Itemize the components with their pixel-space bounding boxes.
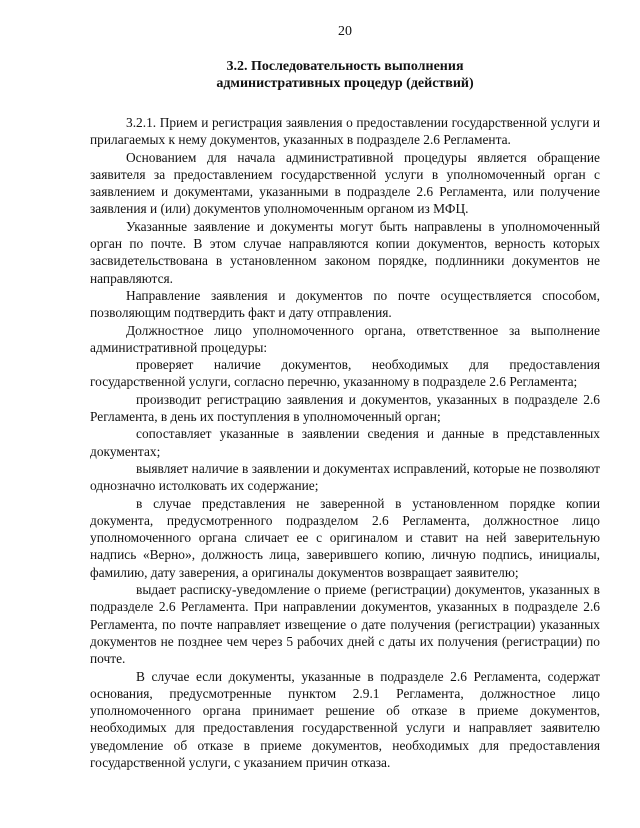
paragraph-basis: Основанием для начала административной процедуры является обращение заявителя за предоставлением государственной услуги в уполномоченный орган с заявлением и документами, указанными в подразделе 2.6 Регламента, или получение заявления и (или) документов уполномоченным органом из МФЦ. (90, 149, 600, 217)
section-title-line-2: административных процедур (действий) (216, 76, 474, 91)
paragraph-3-2-1: 3.2.1. Прием и регистрация заявления о предоставлении государственной услуги и прилагаемых к нему документов, указанных в подразделе 2.6 Регламента. (90, 115, 600, 148)
paragraph-mail-method: Направление заявления и документов по почте осуществляется способом, позволяющим подтвердить факт и дату отправления. (90, 287, 600, 321)
list-item-detect-corrections: выявляет наличие в заявлении и документах исправлений, которые не позволяют однозначно истолковать их содержание; (90, 460, 600, 494)
list-item-compare: сопоставляет указанные в заявлении сведения и данные в представленных документах; (90, 426, 600, 459)
body-text (90, 114, 600, 771)
list-item-issue-receipt: выдает расписку-уведомление о приеме (регистрации) документов, указанных в подразделе 2.6 Регламента. При направлении документов, указанных в подразделе 2.6 Регламента, по почте направляет извещение о дате получения (регистрации) указанных документов не позднее чем через 5 рабочих дней с даты их получения (регистрации) по почте. (90, 582, 600, 667)
paragraph-refusal: В случае если документы, указанные в подразделе 2.6 Регламента, содержат основания, предусмотренные пунктом 2.9.1 Регламента, должностное лицо уполномоченного органа принимает решение об отказе в приеме документов, необходимых для предоставления государственной услуги и направляет заявителю уведомление об отказе в приеме документов, необходимых для предоставления государственной услуги, с указанием причин отказа. (90, 668, 600, 770)
section-title-line-1: 3.2. Последовательность выполнения (226, 59, 464, 74)
list-item-certify-copy: в случае представления не заверенной в установленном порядке копии документа, предусмотренного подразделом 2.6 Регламента, должностное лицо уполномоченного органа сличает ее с оригиналом и ставит на ней заверительную надпись «Верно», должность лица, заверившего копию, личную подпись, инициалы, фамилию, дату заверения, а оригиналы документов возвращает заявителю; (90, 495, 600, 580)
list-item-register: производит регистрацию заявления и документов, указанных в подразделе 2.6 Регламента, в день их поступления в уполномоченный орган; (90, 391, 600, 425)
paragraph-responsible-official: Должностное лицо уполномоченного органа, ответственное за выполнение административной процедуры: (90, 322, 600, 355)
paragraph-mail-submission: Указанные заявление и документы могут быть направлены в уполномоченный орган по почте. В этом случае направляются копии документов, верность которых засвидетельствована в установленном законом порядке, подлинники документов не направляются. (90, 218, 600, 286)
section-heading (90, 58, 600, 92)
list-item-check-documents: проверяет наличие документов, необходимых для предоставления государственной услуги, согласно перечню, указанному в подразделе 2.6 Регламента; (90, 357, 600, 390)
page-number: 20 (338, 24, 352, 39)
